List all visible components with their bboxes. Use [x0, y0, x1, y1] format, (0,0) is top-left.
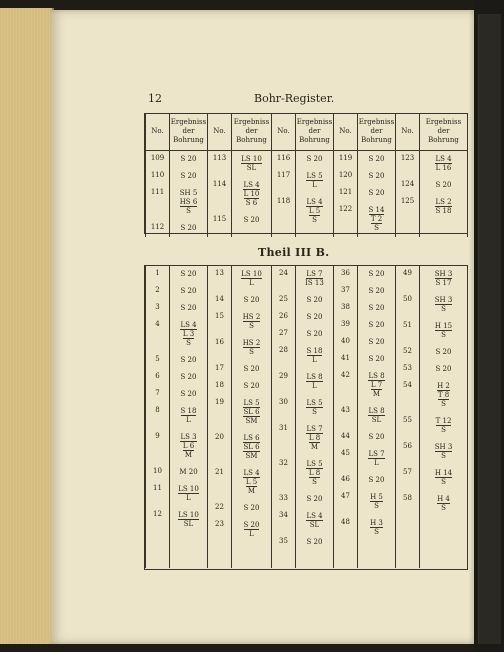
bore-register-table-bottom: [145, 266, 468, 568]
header-no: No.: [208, 114, 232, 150]
bore-number: 12: [153, 510, 162, 518]
bore-result: S 20: [306, 495, 323, 503]
bore-result: S 20: [368, 270, 385, 278]
bore-number: 15: [215, 312, 224, 320]
bore-result: LS 8 L: [306, 373, 323, 390]
bore-result: M 20: [179, 468, 198, 476]
result-column: [170, 150, 208, 237]
bore-number: 122: [338, 204, 353, 213]
header-result: Ergebniss der Bohrung: [358, 114, 396, 150]
bore-number: 27: [279, 329, 288, 337]
bore-number: 24: [279, 269, 288, 277]
bore-result: LS 5 L: [306, 171, 323, 189]
bore-result: S 20: [180, 390, 197, 398]
bore-number: 53: [403, 364, 412, 372]
bore-number: 123: [400, 153, 415, 162]
bore-result: LS 10 L: [241, 270, 262, 287]
bore-result: LS 4 L 10 S 6: [243, 180, 260, 207]
bore-result: S 20: [368, 154, 385, 163]
header-result: Ergebniss der Bohrung: [420, 114, 468, 150]
bore-result: S 14 T 2 S: [368, 205, 385, 232]
number-column: [208, 266, 232, 568]
bore-number: 8: [155, 406, 160, 414]
bore-result: LS 10 SL: [241, 154, 262, 172]
header-no: No.: [272, 114, 296, 150]
page-number: 12: [148, 92, 162, 105]
bore-number: 19: [215, 398, 224, 406]
bore-result: S 20: [368, 321, 385, 329]
bore-number: 50: [403, 295, 412, 303]
bore-number: 6: [155, 372, 160, 380]
number-column: [396, 266, 420, 568]
bore-result: LS 5 L 8 S: [306, 460, 323, 486]
bore-number: 14: [215, 295, 224, 303]
bore-number: 48: [341, 518, 350, 526]
bore-result: LS 10 SL: [178, 511, 199, 528]
bore-result: H 14 S: [434, 469, 453, 486]
result-column: [296, 266, 334, 568]
header-result: Ergebniss der Bohrung: [232, 114, 272, 150]
bore-result: S 20: [180, 373, 197, 381]
header-no: No.: [396, 114, 420, 150]
bore-register-table-top: [145, 114, 468, 237]
number-column: [146, 150, 170, 237]
result-column: [232, 266, 272, 568]
number-column: [272, 266, 296, 568]
bore-number: 119: [338, 153, 353, 162]
bore-number: 39: [341, 320, 350, 328]
bore-result: S 20: [435, 365, 452, 373]
bore-result: S 20: [368, 171, 385, 180]
bore-result: LS 10 L: [178, 485, 199, 502]
bore-number: 118: [276, 196, 291, 205]
result-column: [420, 266, 468, 568]
bore-number: 13: [215, 269, 224, 277]
bore-number: 56: [403, 442, 412, 450]
bore-result: S 20: [306, 296, 323, 304]
bore-result: S 20: [435, 180, 452, 189]
bore-number: 35: [279, 537, 288, 545]
bore-number: 42: [341, 371, 350, 379]
bore-number: 10: [153, 467, 162, 475]
bore-result: LS 5 S: [306, 399, 323, 416]
bore-number: 11: [153, 484, 162, 492]
bore-result: SH 3 S 17: [434, 270, 453, 287]
bore-result: H 2 T 8 S: [437, 382, 450, 408]
bore-result: SH 3 S: [434, 296, 453, 313]
bore-result: S 20: [368, 338, 385, 346]
bore-result: S 20: [180, 223, 197, 232]
bore-result: LS 2 S 18: [435, 197, 452, 215]
header-result: Ergebniss der Bohrung: [170, 114, 208, 150]
result-column: [170, 266, 208, 568]
bore-number: 5: [155, 355, 160, 363]
bore-result: S 20: [180, 287, 197, 295]
bore-number: 125: [400, 196, 415, 205]
bore-result: S 20: [368, 476, 385, 484]
bore-result: S 20: [306, 330, 323, 338]
section-title: Theil III B.: [258, 246, 330, 259]
bore-number: 4: [155, 320, 160, 328]
bore-number: 111: [150, 187, 165, 196]
bore-result: HS 2 S: [242, 313, 261, 330]
bore-result: S 20: [243, 215, 260, 224]
bore-number: 1: [155, 269, 160, 277]
bore-result: S 20: [180, 171, 197, 180]
bore-result: S 20: [243, 365, 260, 373]
bore-number: 31: [279, 424, 288, 432]
bore-result: H 3 S: [370, 519, 383, 536]
bore-result: LS 7 L 8 M: [306, 425, 323, 451]
bore-number: 25: [279, 295, 288, 303]
bore-number: 18: [215, 381, 224, 389]
bore-result: LS 4 L 16: [435, 154, 452, 172]
bore-number: 28: [279, 346, 288, 354]
bore-number: 51: [403, 321, 412, 329]
bore-number: 117: [276, 170, 291, 179]
bore-result: HS 2 S: [242, 339, 261, 356]
header-result: Ergebniss der Bohrung: [296, 114, 334, 150]
bore-result: S 20: [368, 287, 385, 295]
bore-number: 58: [403, 494, 412, 502]
bore-number: 7: [155, 389, 160, 397]
bore-number: 29: [279, 372, 288, 380]
bore-number: 22: [215, 503, 224, 511]
bore-result: LS 4 SL: [306, 512, 323, 529]
result-column: [358, 150, 396, 237]
bore-result: S 20: [180, 154, 197, 163]
bore-number: 110: [150, 170, 165, 179]
bore-number: 40: [341, 337, 350, 345]
bore-number: 113: [212, 153, 227, 162]
number-column: [334, 150, 358, 237]
bore-number: 9: [155, 432, 160, 440]
bore-result: H 5 S: [370, 493, 383, 510]
book-page-edges: [0, 8, 54, 644]
bore-result: S 20: [180, 270, 197, 278]
bore-result: S 20: [243, 296, 260, 304]
number-column: [146, 266, 170, 568]
header-no: No.: [334, 114, 358, 150]
bore-result: LS 4 L 5 S: [306, 197, 323, 224]
bore-result: S 20: [368, 433, 385, 441]
bore-number: 41: [341, 354, 350, 362]
bore-result: LS 4 L 3 S: [180, 321, 197, 347]
bore-number: 33: [279, 494, 288, 502]
bore-result: LS 8 SL: [368, 407, 385, 424]
bore-number: 55: [403, 416, 412, 424]
bore-result: H 15 S: [434, 322, 453, 339]
bore-result: S 20: [368, 188, 385, 197]
bore-result: S 20: [368, 304, 385, 312]
bore-number: 124: [400, 179, 415, 188]
next-page-sliver: [478, 14, 501, 644]
bore-result: S 20: [243, 382, 260, 390]
bore-number: 45: [341, 449, 350, 457]
bore-result: S 20: [435, 348, 452, 356]
bore-number: 46: [341, 475, 350, 483]
result-column: [420, 150, 468, 237]
result-column: [358, 266, 396, 568]
bore-number: 54: [403, 381, 412, 389]
bore-number: 20: [215, 433, 224, 441]
bore-result: LS 4 L 5 M: [243, 469, 260, 495]
bore-number: 17: [215, 364, 224, 372]
bore-number: 47: [341, 492, 350, 500]
bore-result: LS 5 SL 6 SM: [243, 399, 260, 425]
number-column: [396, 150, 420, 237]
bore-result: S 20: [243, 504, 260, 512]
bore-result: S 20: [368, 355, 385, 363]
bore-number: 38: [341, 303, 350, 311]
bore-number: 44: [341, 432, 350, 440]
number-column: [334, 266, 358, 568]
bore-number: 116: [276, 153, 291, 162]
bore-result: S 18 L: [306, 347, 323, 364]
bore-result: S 18 L: [180, 407, 197, 424]
bore-result: LS 7 IS 13: [305, 270, 324, 287]
bore-number: 16: [215, 338, 224, 346]
bore-result: LS 3 L 6 M: [180, 433, 197, 459]
bore-number: 23: [215, 520, 224, 528]
bore-number: 52: [403, 347, 412, 355]
bore-number: 34: [279, 511, 288, 519]
bore-number: 21: [215, 468, 224, 476]
bore-number: 26: [279, 312, 288, 320]
bore-number: 43: [341, 406, 350, 414]
result-column: [232, 150, 272, 237]
bore-result: S 20: [306, 313, 323, 321]
bore-number: 120: [338, 170, 353, 179]
running-head: Bohr-Register.: [254, 92, 335, 105]
bore-number: 57: [403, 468, 412, 476]
bore-number: 112: [150, 222, 165, 231]
bore-number: 49: [403, 269, 412, 277]
number-column: [208, 150, 232, 237]
bore-result: S 20: [306, 538, 323, 546]
bore-number: 37: [341, 286, 350, 294]
header-no: No.: [146, 114, 170, 150]
number-column: [272, 150, 296, 237]
bore-result: SH 3 S: [434, 443, 453, 460]
bore-number: 36: [341, 269, 350, 277]
bore-result: SH 5 HS 6 S: [179, 188, 198, 215]
bore-number: 114: [212, 179, 227, 188]
bore-number: 3: [155, 303, 160, 311]
bore-result: T 12 S: [435, 417, 452, 434]
bore-number: 121: [338, 187, 353, 196]
bore-number: 32: [279, 459, 288, 467]
bore-result: S 20: [180, 304, 197, 312]
bore-result: LS 6 SL 6 SM: [243, 434, 260, 460]
bore-number: 30: [279, 398, 288, 406]
bore-number: 2: [155, 286, 160, 294]
bore-result: LS 7 L: [368, 450, 385, 467]
bore-result: S 20 L: [243, 521, 260, 538]
bore-result: S 20: [180, 356, 197, 364]
bore-result: LS 8 L 7 M: [368, 372, 385, 398]
bore-result: S 20: [306, 154, 323, 163]
bore-number: 109: [150, 153, 165, 162]
result-column: [296, 150, 334, 237]
bore-number: 115: [212, 214, 227, 223]
bore-result: H 4 S: [437, 495, 450, 512]
